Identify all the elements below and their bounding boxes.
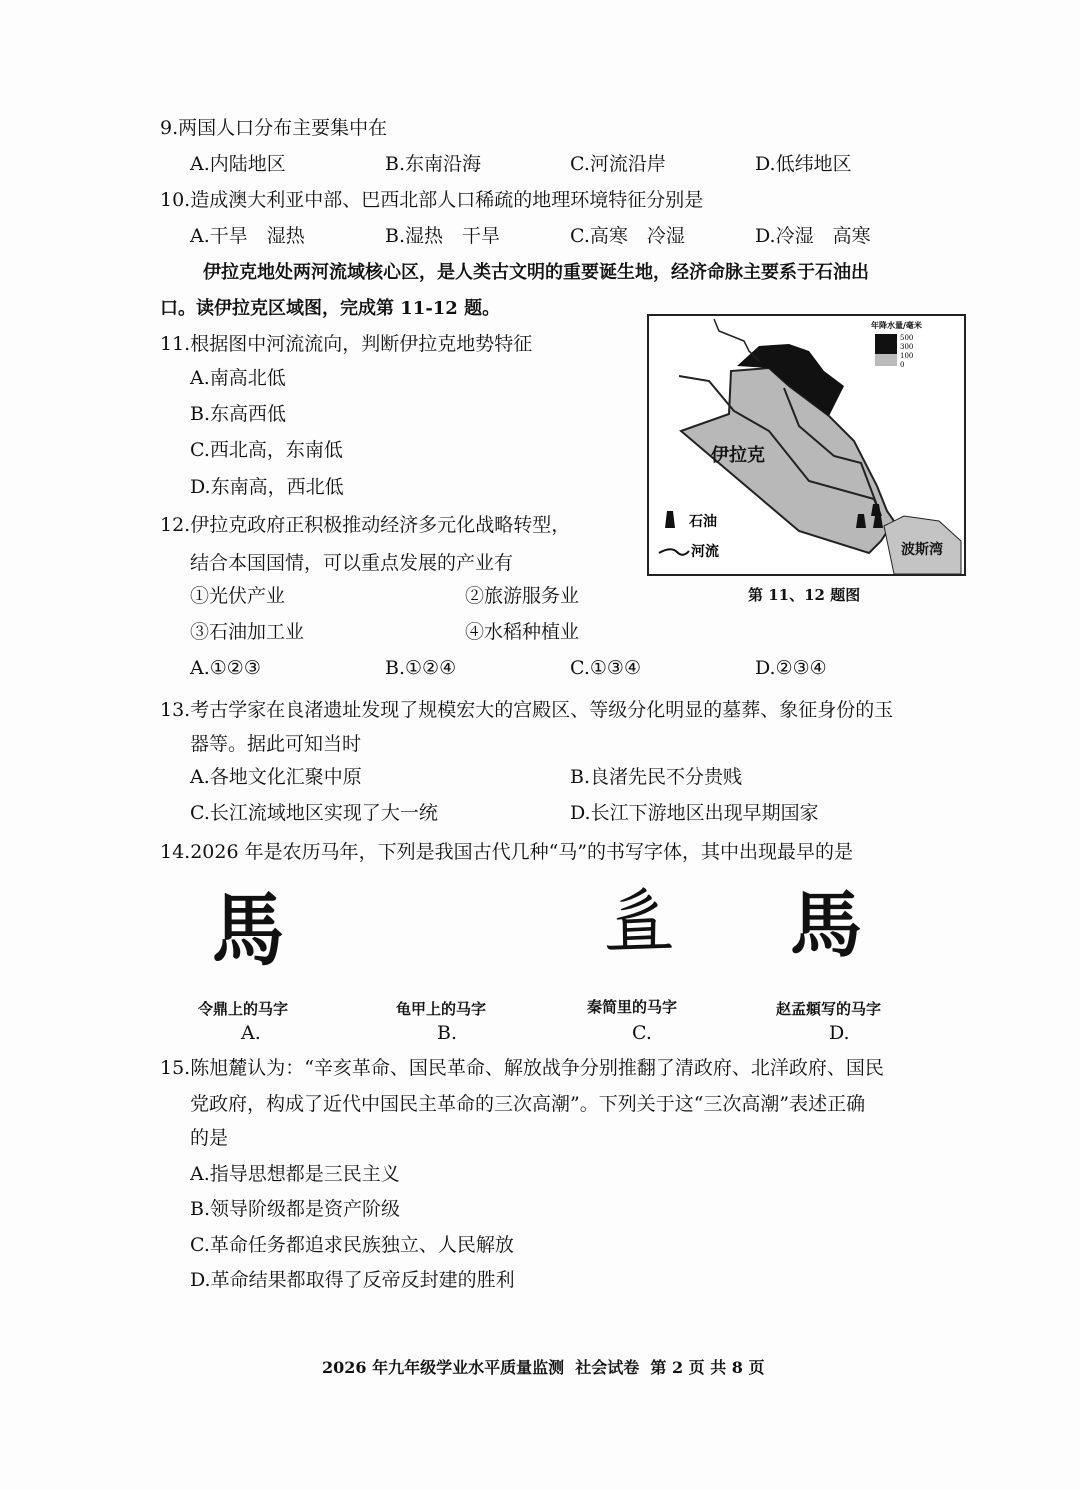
q15-stem: 党政府，构成了近代中国民主革命的三次高潮”。下列关于这“三次高潮”表述正确 xyxy=(190,1093,866,1115)
legend-value: 500 xyxy=(900,334,914,342)
q14-caption: 赵孟頫写的马字 xyxy=(776,1000,882,1018)
q13-stem: 器等。据此可知当时 xyxy=(190,733,362,755)
legend-value: 0 xyxy=(900,361,905,369)
q14-stem: 14.2026 年是农历马年，下列是我国古代几种“马”的书写字体，其中出现最早的是 xyxy=(160,841,854,863)
map-gulf-label: 波斯湾 xyxy=(901,542,943,558)
river-legend-icon xyxy=(659,549,689,555)
q13-stem: 13.考古学家在良渚遗址发现了规模宏大的宫殿区、等级分化明显的墓葬、象征身份的玉 xyxy=(160,699,894,721)
q10-stem: 10.造成澳大利亚中部、巴西北部人口稀疏的地理环境特征分别是 xyxy=(160,189,704,211)
q15-option: D.革命结果都取得了反帝反封建的胜利 xyxy=(190,1269,515,1291)
q14-caption: 龟甲上的马字 xyxy=(396,1000,487,1018)
q11-option: D.东南高，西北低 xyxy=(190,476,344,498)
q11-stem: 11.根据图中河流流向，判断伊拉克地势特征 xyxy=(160,333,533,355)
q10-option: A.干旱 湿热 xyxy=(190,225,305,247)
q9-stem: 9.两国人口分布主要集中在 xyxy=(160,117,388,139)
q13-option: C.长江流域地区实现了大一统 xyxy=(190,802,438,824)
q9-option: D.低纬地区 xyxy=(755,153,852,175)
q10-option: C.高寒 冷湿 xyxy=(570,225,685,247)
q12-option: A.①②③ xyxy=(190,657,261,679)
q13-option: A.各地文化汇聚中原 xyxy=(190,766,362,788)
q13-option: D.长江下游地区出现早期国家 xyxy=(570,802,819,824)
horse-glyph-zhao: 馬 xyxy=(790,882,863,967)
page-footer: 2026 年九年级学业水平质量监测 社会试卷 第 2 页 共 8 页 xyxy=(322,1358,765,1377)
q14-option: D. xyxy=(829,1022,850,1044)
map-country-label: 伊拉克 xyxy=(711,445,765,466)
q15-stem: 的是 xyxy=(190,1127,229,1149)
q11-option: A.南高北低 xyxy=(190,367,286,389)
q10-option: D.冷湿 高寒 xyxy=(755,225,871,247)
q14-option: B. xyxy=(437,1022,458,1044)
river-legend-label: 河流 xyxy=(691,544,719,560)
iraq-map xyxy=(647,314,966,576)
q12-option: C.①③④ xyxy=(570,657,641,679)
river xyxy=(714,319,759,361)
q13-option: B.良渚先民不分贵贱 xyxy=(570,766,743,788)
q15-stem: 15.陈旭麓认为：“辛亥革命、国民革命、解放战争分别推翻了清政府、北洋政府、国民 xyxy=(160,1057,884,1079)
q12-option: B.①②④ xyxy=(385,657,457,679)
map-drawing xyxy=(649,316,964,574)
q12-item: ③石油加工业 xyxy=(190,621,305,643)
q12-option: D.②③④ xyxy=(755,657,827,679)
q12-stem: 12.伊拉克政府正积极推动经济多元化战略转型， xyxy=(160,514,571,536)
q14-caption: 令鼎上的马字 xyxy=(198,1000,289,1018)
q11-option: B.东高西低 xyxy=(190,403,287,425)
q9-option: A.内陆地区 xyxy=(190,153,286,175)
q11-option: C.西北高，东南低 xyxy=(190,439,343,461)
horse-glyph-bronze: 馬 xyxy=(212,882,285,977)
q12-item: ①光伏产业 xyxy=(190,585,286,607)
intro-line: 口。读伊拉克区域图，完成第 11-12 题。 xyxy=(160,298,501,319)
q9-option: C.河流沿岸 xyxy=(570,153,666,175)
oil-legend-label: 石油 xyxy=(689,514,717,530)
legend-swatch-low xyxy=(875,354,897,366)
legend-value: 100 xyxy=(900,352,914,360)
q9-option: B.东南沿海 xyxy=(385,153,482,175)
legend-title: 年降水量/毫米 xyxy=(871,320,922,330)
map-caption: 第 11、12 题图 xyxy=(748,586,861,604)
q12-item: ④水稻种植业 xyxy=(465,621,580,643)
q15-option: C.革命任务都追求民族独立、人民解放 xyxy=(190,1234,514,1256)
horse-glyph-qin: 𢒉 xyxy=(603,878,676,962)
q12-stem: 结合本国国情，可以重点发展的产业有 xyxy=(190,552,514,574)
q12-item: ②旅游服务业 xyxy=(465,585,580,607)
q14-option: C. xyxy=(632,1022,652,1044)
legend-value: 300 xyxy=(900,343,914,351)
q14-option: A. xyxy=(241,1022,261,1044)
oil-legend-icon xyxy=(665,511,675,528)
q15-option: B.领导阶级都是资产阶级 xyxy=(190,1198,401,1220)
q15-option: A.指导思想都是三民主义 xyxy=(190,1163,400,1185)
q14-caption: 秦简里的马字 xyxy=(587,998,678,1016)
q10-option: B.湿热 干旱 xyxy=(385,225,501,247)
legend-swatch-high xyxy=(875,334,897,354)
intro-line: 伊拉克地处两河流域核心区，是人类古文明的重要诞生地，经济命脉主要系于石油出 xyxy=(203,262,869,283)
